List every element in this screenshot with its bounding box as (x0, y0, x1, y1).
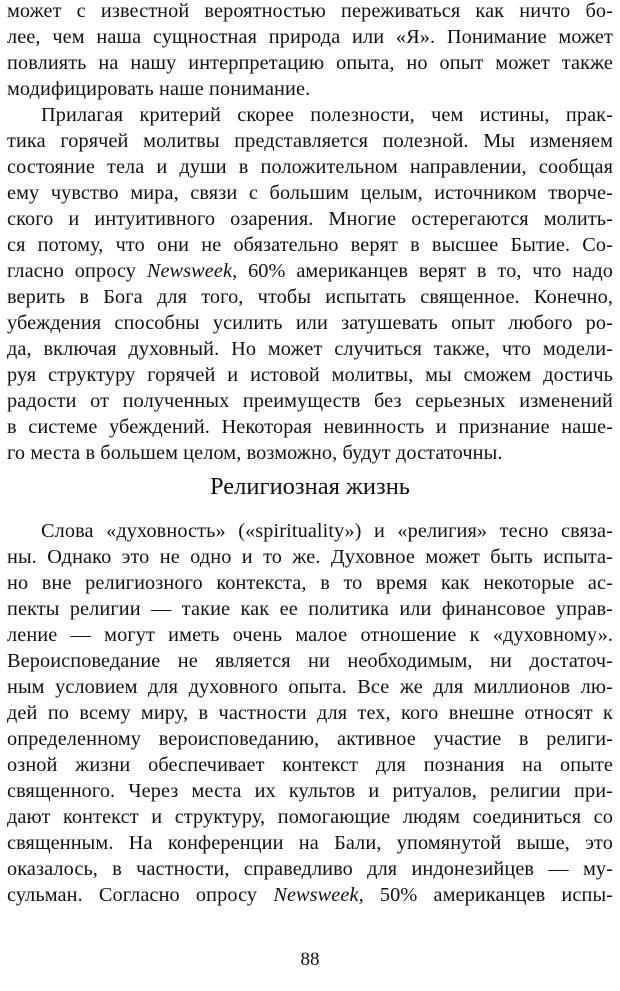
magazine-title: Newsweek, (273, 884, 364, 906)
text-line: ление — могут иметь очень малое отношение к «духовному». (7, 624, 613, 646)
text-line: Слова «духовность» («spirituality») и «религия» тесно связа- (41, 520, 613, 542)
text-segment: сульман. Согласно опросу (7, 884, 258, 906)
text-line: Прилагая критерий скорее полезности, чем истины, прак- (41, 104, 613, 126)
text-segment: 60% американцев верят в то, что надо (248, 260, 613, 282)
book-page (7, 0, 613, 991)
text-line: радости от полученных преимуществ без серьезных изменений (7, 390, 613, 412)
text-line: священного. Через места их культов и ритуалов, религии при- (7, 780, 613, 802)
text-segment: 50% американцев испы- (379, 884, 614, 906)
text-line: да, включая духовный. Но может случиться также, что модели- (7, 338, 613, 360)
section-heading: Религиозная жизнь (210, 473, 410, 500)
text-line: но вне религиозного контекста, в то время как некоторые ас- (7, 572, 613, 594)
text-line: Вероисповедание не является ни необходимым, ни достаточ- (7, 650, 613, 672)
text-line: ны. Однако это не одно и то же. Духовное может быть испыта- (7, 546, 613, 568)
text-line: дают контекст и структуру, помогающие людям соединиться со (7, 806, 613, 828)
text-line: определенному вероисповеданию, активное участие в религи- (7, 728, 613, 750)
text-line (7, 882, 613, 908)
text-line: ского и интуитивного озарения. Многие остерегаются молить- (7, 208, 613, 230)
page-number: 88 (300, 949, 320, 970)
text-line: в системе убеждений. Некоторая невинность и признание наше- (7, 416, 613, 438)
text-segment: гласно опросу (7, 260, 137, 282)
text-line: руя структуру горячей и истовой молитвы, мы сможем достичь (7, 364, 613, 386)
magazine-title: Newsweek, (146, 260, 238, 282)
text-line: состояние тела и души в положительном направлении, сообщая (7, 156, 613, 178)
text-line: верить в Бога для того, чтобы испытать священное. Конечно, (7, 286, 613, 308)
text-line: ему чувство мира, связи с большим целым, источником творче- (7, 182, 613, 204)
text-line: модифицировать наше понимание. (7, 78, 311, 100)
text-line: пекты религии — такие как ее политика или финансовое управ- (7, 598, 613, 620)
text-line: озной жизни обеспечивает контекст для познания на опыте (7, 754, 613, 776)
text-line: ным условием для духовного опыта. Все же для миллионов лю- (7, 676, 613, 698)
text-line: го места в большем целом, возможно, будут достаточны. (7, 442, 503, 464)
text-line: священным. На конференции на Бали, упомянутой выше, это (7, 832, 613, 854)
text-line: тика горячей молитвы представляется полезной. Мы изменяем (7, 130, 613, 152)
text-line: убеждения способны усилить или затушевать опыт любого ро- (7, 312, 613, 334)
text-line: повлиять на нашу интерпретацию опыта, но опыт может также (7, 52, 613, 74)
text-line (7, 258, 613, 284)
text-line: лее, чем наша сущностная природа или «Я». Понимание может (7, 26, 613, 48)
text-line: оказалось, в частности, справедливо для индонезийцев — му- (7, 858, 613, 880)
text-line: может с известной вероятностью переживаться как ничто бо- (7, 0, 613, 22)
text-line: дей по всему миру, в частности для тех, кого внешне относят к (7, 702, 613, 724)
text-line: ся потому, что они не обязательно верят в высшее Бытие. Со- (7, 234, 613, 256)
